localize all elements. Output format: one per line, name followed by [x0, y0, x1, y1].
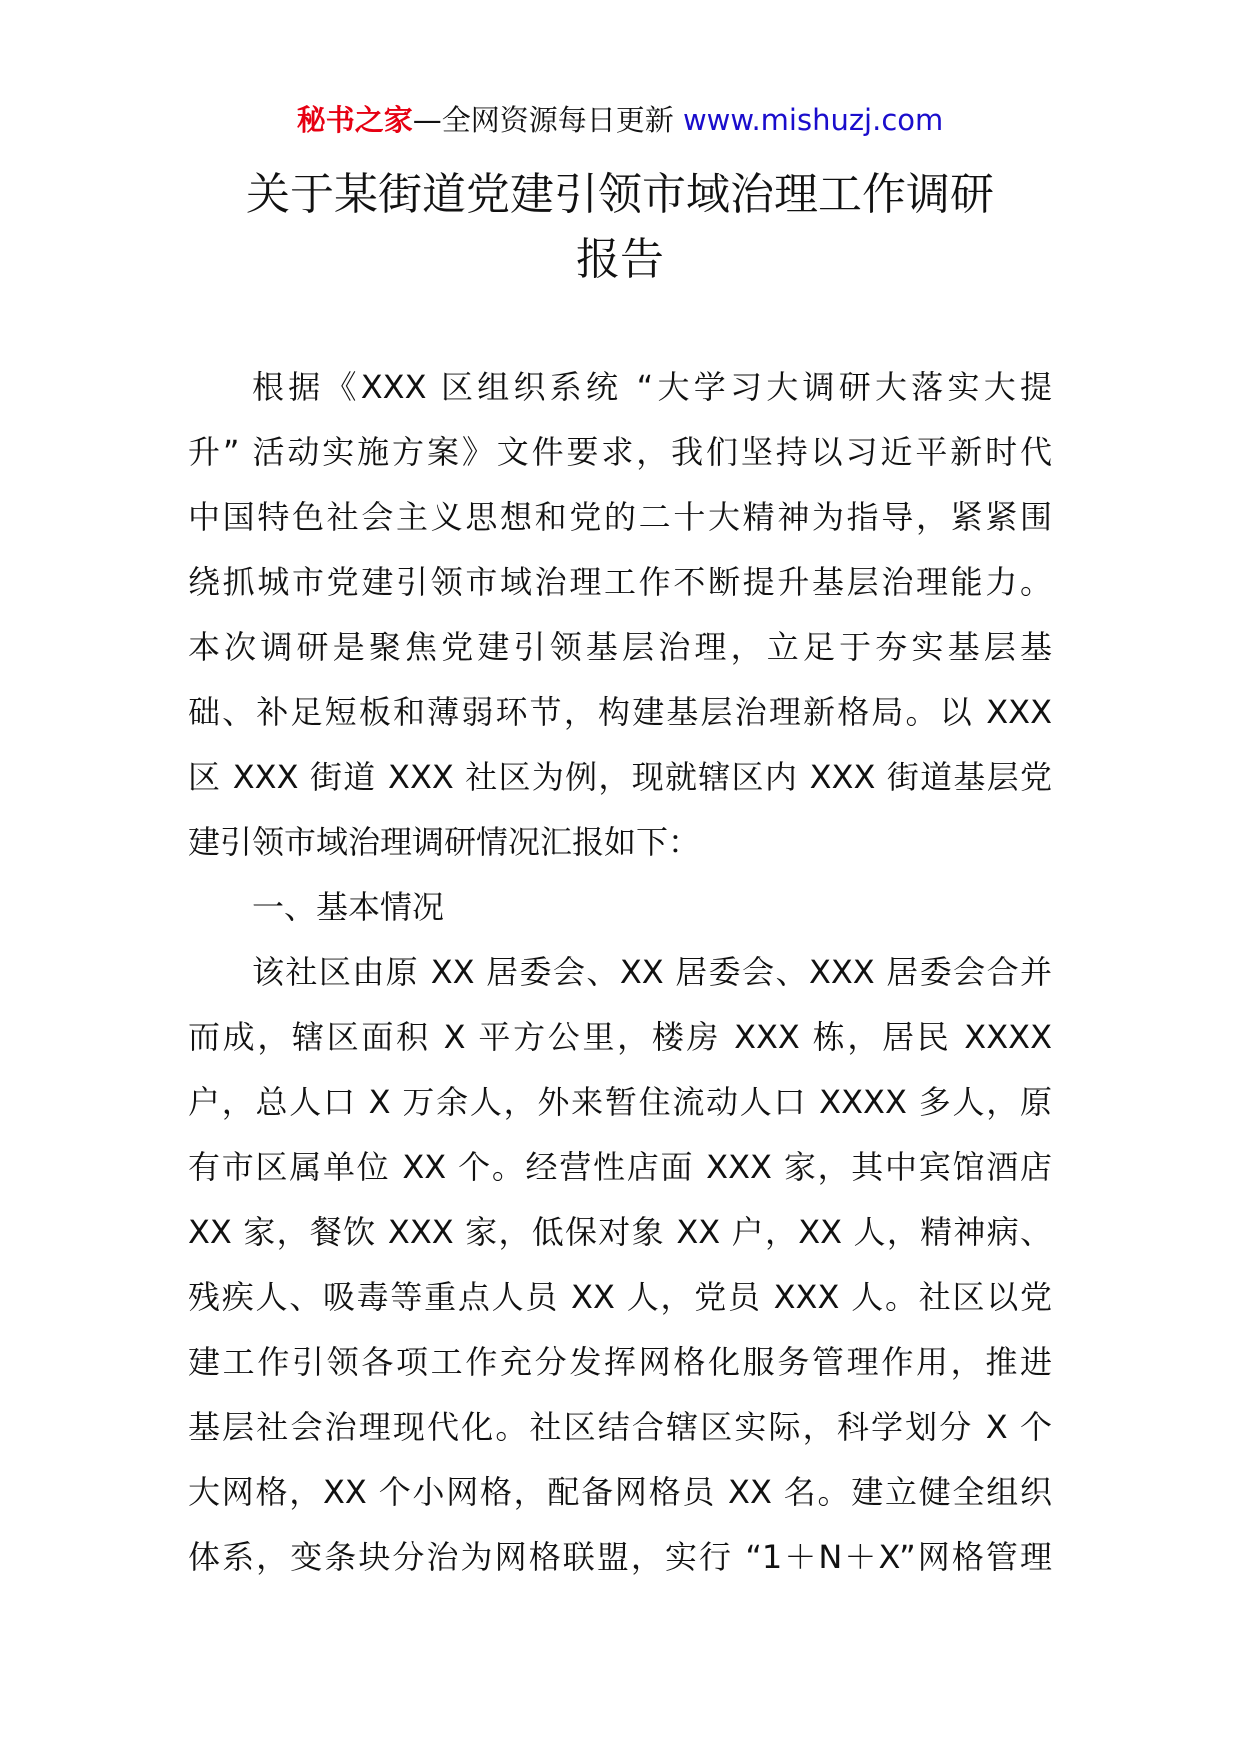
section-heading: 一、基本情况: [252, 888, 445, 926]
body-line: 户，总人口 X 万余人，外来暂住流动人口 XXXX 多人，原: [188, 1083, 1052, 1121]
body-line: 建工作引领各项工作充分发挥网格化服务管理作用，推进: [188, 1343, 1052, 1381]
site-url-link[interactable]: www.mishuzj.com: [682, 103, 944, 137]
body-line: 残疾人、吸毒等重点人员 XX 人，党员 XXX 人。社区以党: [188, 1278, 1052, 1316]
body-line: 基层社会治理现代化。社区结合辖区实际，科学划分 X 个: [188, 1408, 1052, 1446]
body-line: XX 家，餐饮 XXX 家，低保对象 XX 户，XX 人，精神病、: [188, 1213, 1052, 1251]
body-line: 础、补足短板和薄弱环节，构建基层治理新格局。以 XXX: [188, 693, 1052, 731]
body-line: 该社区由原 XX 居委会、XX 居委会、XXX 居委会合并: [252, 953, 1052, 991]
body-line: 大网格，XX 个小网格，配备网格员 XX 名。建立健全组织: [188, 1473, 1052, 1511]
body-line: 本次调研是聚焦党建引领基层治理，立足于夯实基层基: [188, 628, 1052, 666]
body-line: 绕抓城市党建引领市域治理工作不断提升基层治理能力。: [188, 563, 1052, 601]
body-line: 建引领市域治理调研情况汇报如下：: [188, 823, 701, 861]
document-body: [188, 355, 1052, 1590]
body-line: 区 XXX 街道 XXX 社区为例，现就辖区内 XXX 街道基层党: [188, 758, 1052, 796]
body-line: 有市区属单位 XX 个。经营性店面 XXX 家，其中宾馆酒店: [188, 1148, 1052, 1186]
body-line: 体系，变条块分治为网格联盟，实行 “1＋N＋X”网格管理: [188, 1538, 1052, 1576]
title-line-1: 关于某街道党建引领市域治理工作调研: [246, 169, 994, 220]
brand-name: 秘书之家: [296, 103, 413, 137]
body-line: 根据《XXX 区组织系统 “大学习大调研大落实大提: [252, 368, 1052, 406]
body-line: 升” 活动实施方案》文件要求，我们坚持以习近平新时代: [188, 433, 1052, 471]
site-header: [0, 100, 1240, 140]
site-tagline: —全网资源每日更新: [412, 103, 674, 137]
document-title: [0, 162, 1240, 292]
body-line: 中国特色社会主义思想和党的二十大精神为指导，紧紧围: [188, 498, 1052, 536]
title-line-2: 报告: [576, 234, 664, 285]
body-line: 而成，辖区面积 X 平方公里，楼房 XXX 栋，居民 XXXX: [188, 1018, 1052, 1056]
